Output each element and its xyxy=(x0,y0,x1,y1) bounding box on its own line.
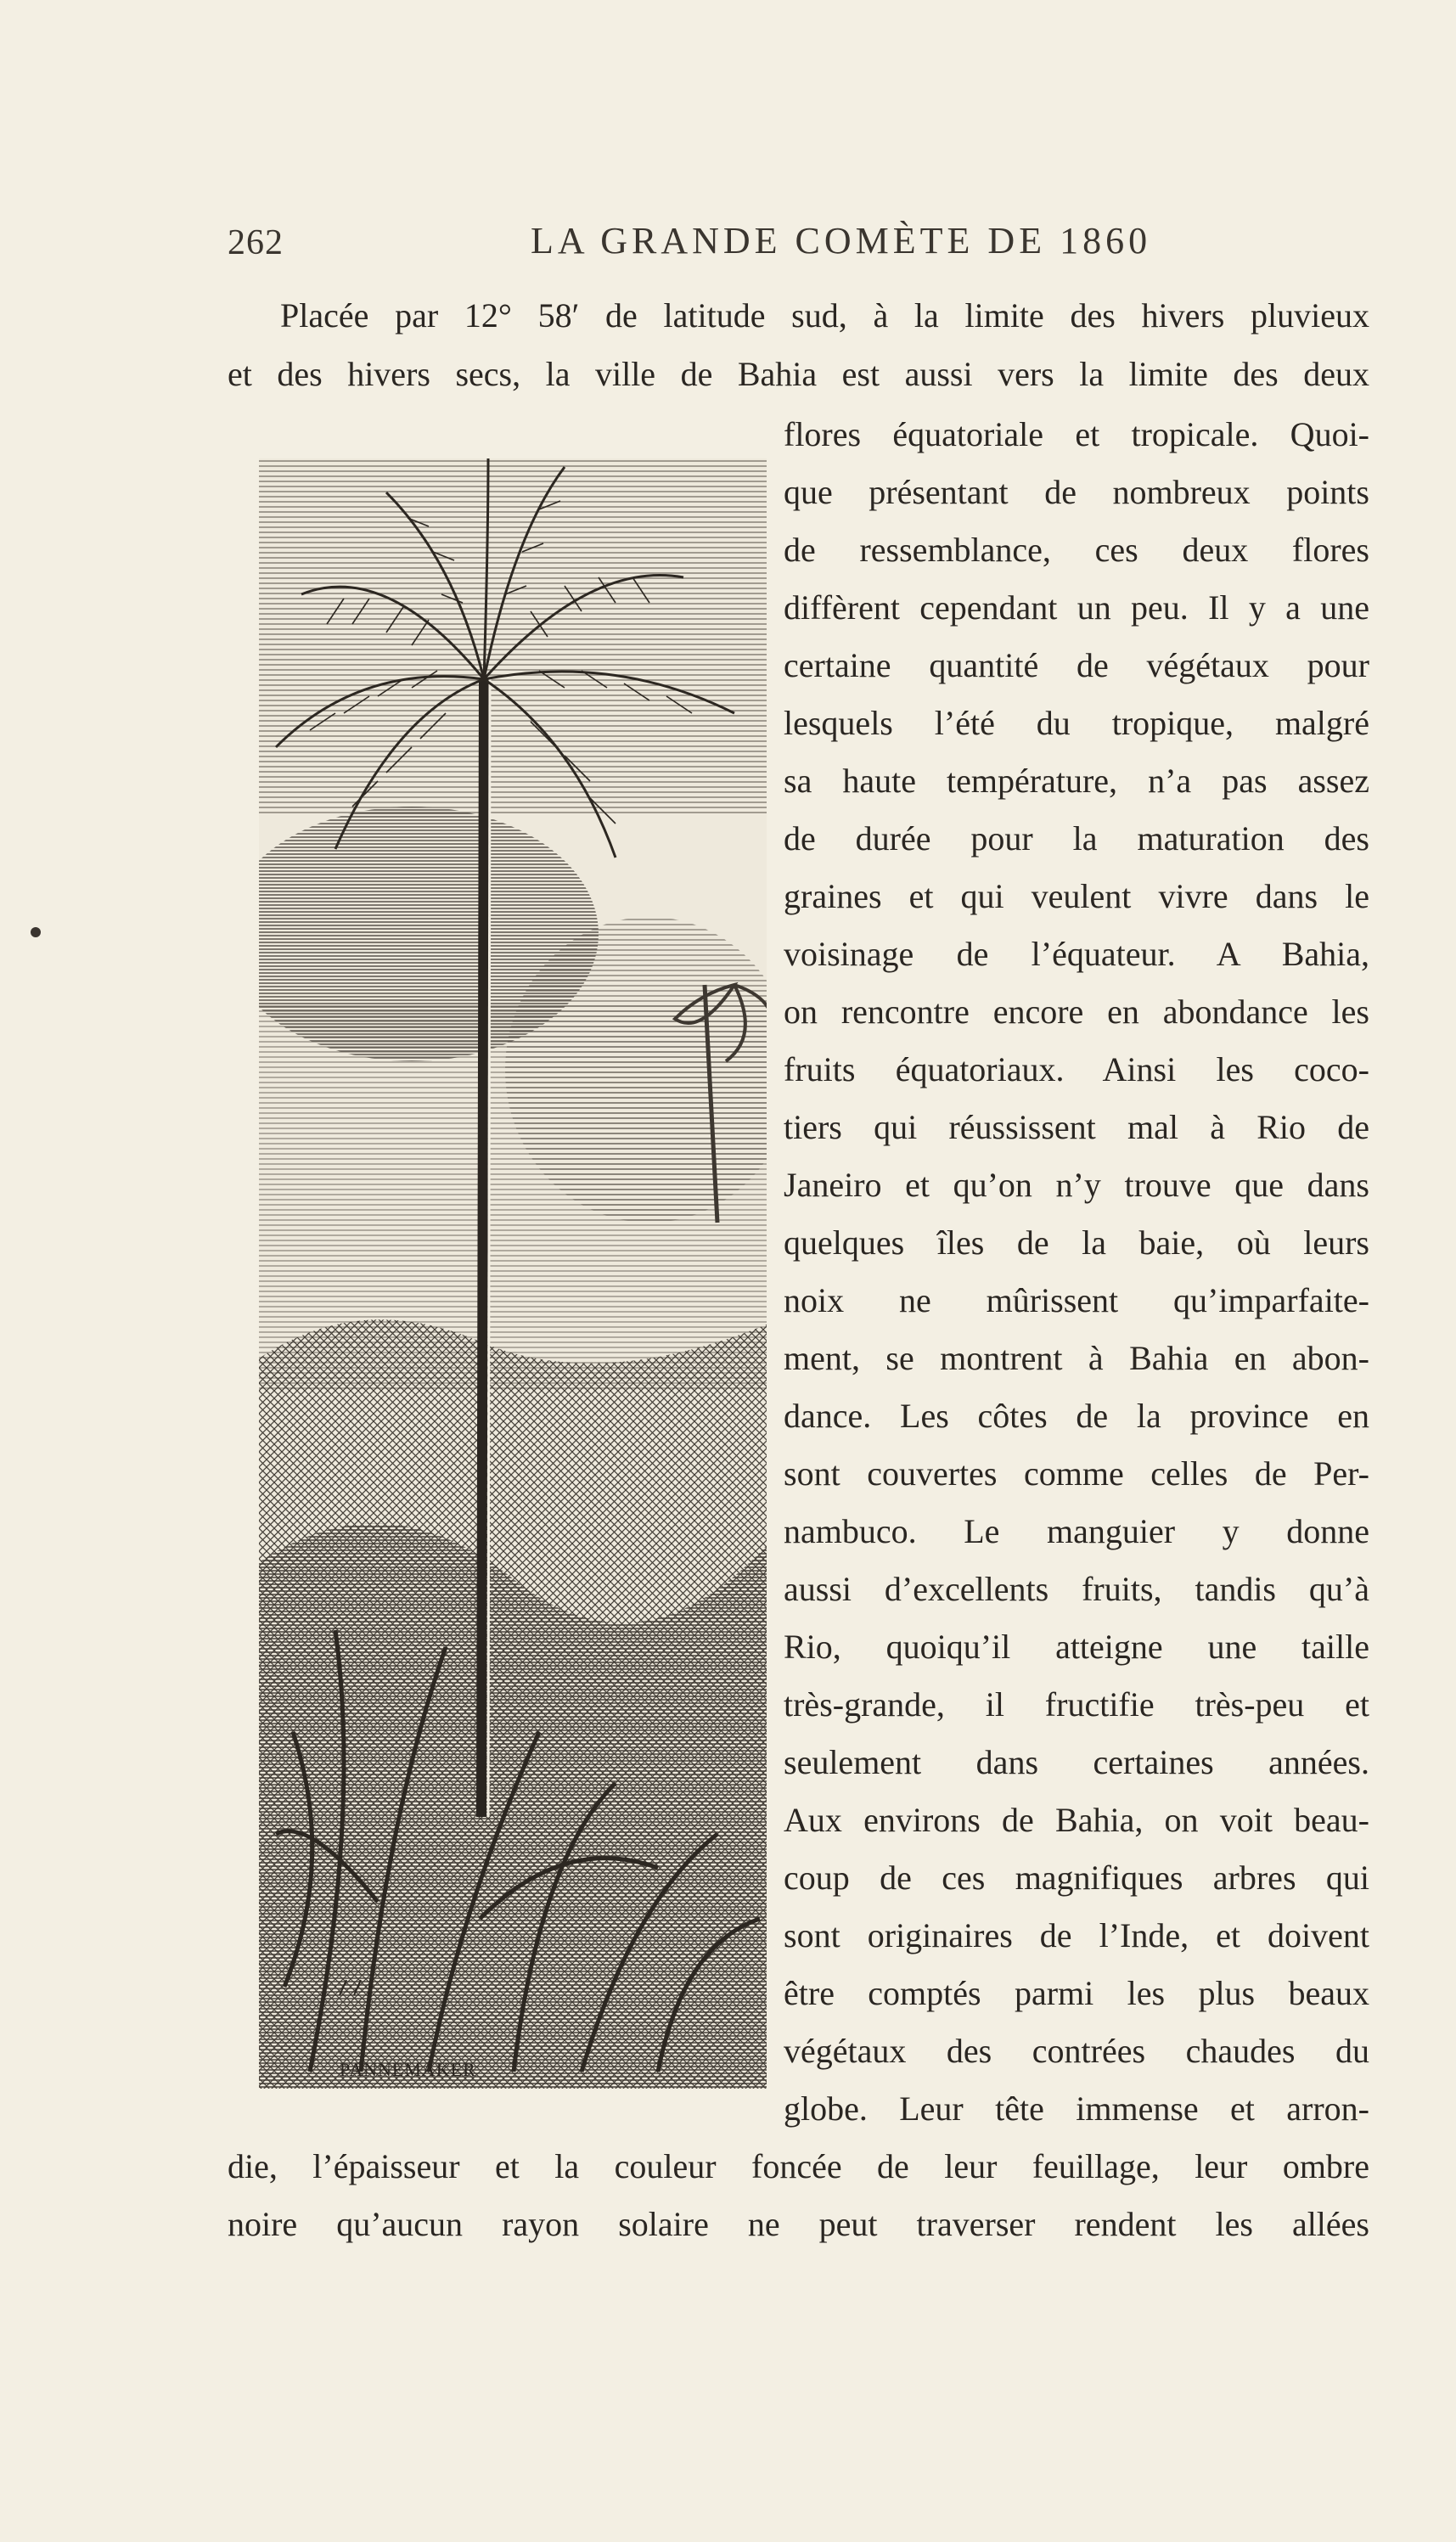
text-line: sa haute température, n’a pas assez xyxy=(784,762,1369,800)
text-line: de durée pour la maturation des xyxy=(784,819,1369,858)
text-line: être comptés parmi les plus beaux xyxy=(784,1974,1369,2012)
text-line: végétaux des contrées chaudes du xyxy=(784,2032,1369,2070)
ink-spot xyxy=(31,927,41,937)
running-title: LA GRANDE COMÈTE DE 1860 xyxy=(531,220,1152,262)
text-line: quelques îles de la baie, où leurs xyxy=(784,1223,1369,1262)
text-line: aussi d’excellents fruits, tandis qu’à xyxy=(784,1570,1369,1608)
text-line: très-grande, il fructifie très-peu et xyxy=(784,1685,1369,1724)
text-line: flores équatoriale et tropicale. Quoi- xyxy=(784,415,1369,453)
text-line: die, l’épaisseur et la couleur foncée de leur feuillage, leur ombre xyxy=(228,2147,1369,2185)
text-line: dance. Les côtes de la province en xyxy=(784,1397,1369,1435)
text-line: Janeiro et qu’on n’y trouve que dans xyxy=(784,1166,1369,1204)
text-line: que présentant de nombreux points xyxy=(784,473,1369,511)
text-line: voisinage de l’équateur. A Bahia, xyxy=(784,935,1369,973)
text-line: fruits équatoriaux. Ainsi les coco- xyxy=(784,1050,1369,1088)
text-line: on rencontre encore en abondance les xyxy=(784,993,1369,1031)
text-line: de ressemblance, ces deux flores xyxy=(784,531,1369,569)
text-line: Aux environs de Bahia, on voit beau- xyxy=(784,1801,1369,1839)
text-line: Placée par 12° 58′ de latitude sud, à la limite des hivers pluvieux xyxy=(280,296,1369,335)
text-line: seulement dans certaines années. xyxy=(784,1743,1369,1781)
text-line: globe. Leur tête immense et arron- xyxy=(784,2089,1369,2128)
palm-tree-engraving xyxy=(259,458,767,2089)
text-line: noire qu’aucun rayon solaire ne peut traverser rendent les allées xyxy=(228,2205,1369,2243)
text-line: nambuco. Le manguier y donne xyxy=(784,1512,1369,1550)
page-number: 262 xyxy=(228,223,284,262)
text-line: sont originaires de l’Inde, et doivent xyxy=(784,1916,1369,1954)
text-line: et des hivers secs, la ville de Bahia est aussi vers la limite des deux xyxy=(228,355,1369,393)
text-line: lesquels l’été du tropique, malgré xyxy=(784,704,1369,742)
text-line: ment, se montrent à Bahia en abon- xyxy=(784,1339,1369,1377)
text-line: certaine quantité de végétaux pour xyxy=(784,646,1369,684)
text-line: Rio, quoiqu’il atteigne une taille xyxy=(784,1628,1369,1666)
text-line: coup de ces magnifiques arbres qui xyxy=(784,1859,1369,1897)
engraver-signature: PANNEMAKER xyxy=(340,2059,476,2080)
text-line: graines et qui veulent vivre dans le xyxy=(784,877,1369,915)
text-line: diffèrent cependant un peu. Il y a une xyxy=(784,588,1369,627)
text-line: tiers qui réussissent mal à Rio de xyxy=(784,1108,1369,1146)
text-line: noix ne mûrissent qu’imparfaite- xyxy=(784,1281,1369,1319)
text-line: sont couvertes comme celles de Per- xyxy=(784,1454,1369,1493)
